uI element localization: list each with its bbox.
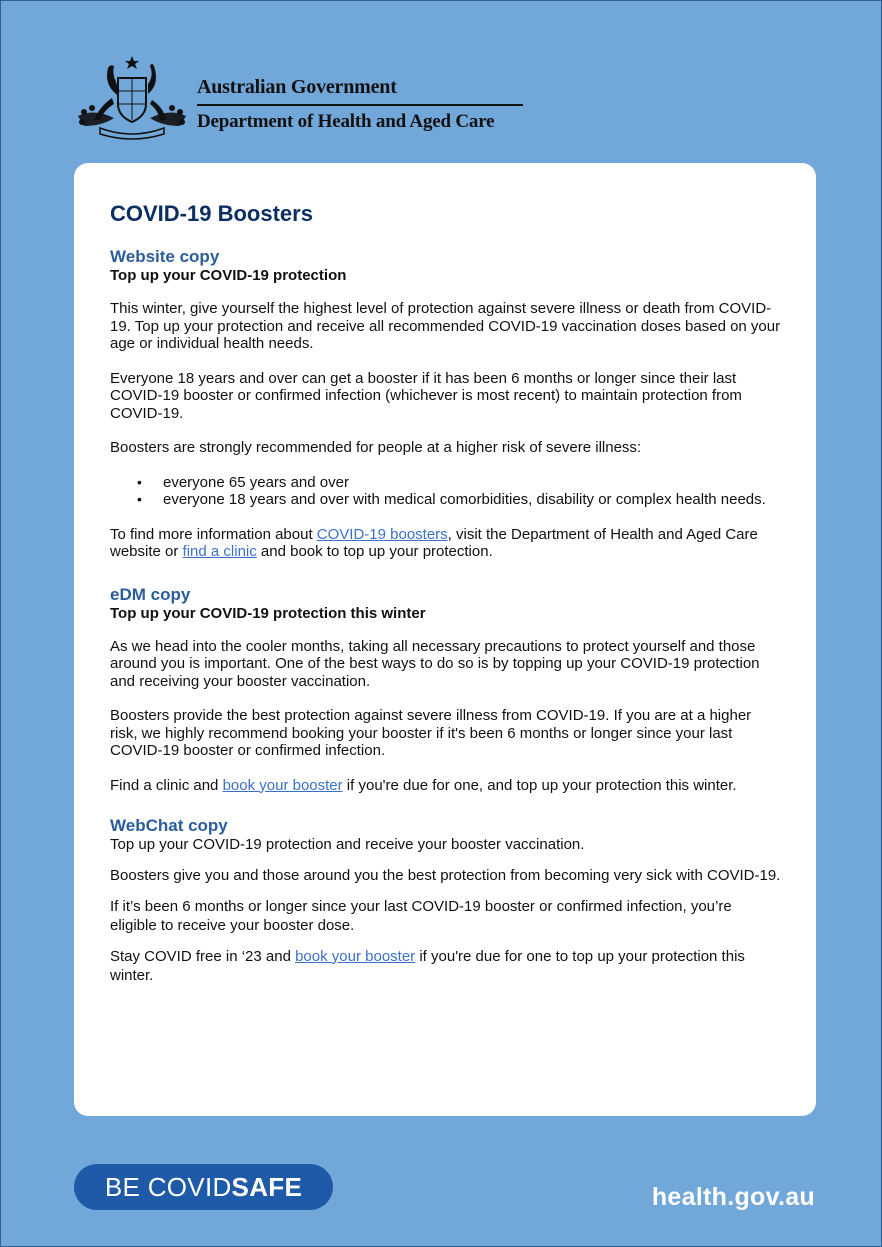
edm-paragraph-2: Boosters provide the best protection against severe illness from COVID-19. If you are at a higher risk, we highly recommend booking your booster if it's been 6 months or longer since your last COVID-19 booster or confirmed infection. <box>110 707 752 759</box>
government-name: Australian Government <box>197 76 397 98</box>
list-item: • everyone 65 years and over <box>110 474 782 492</box>
covid-boosters-link[interactable]: COVID-19 boosters <box>316 525 448 543</box>
book-your-booster-link[interactable]: book your booster <box>222 776 343 794</box>
page-title: COVID-19 Boosters <box>110 201 313 226</box>
section-heading-webchat: WebChat copy <box>110 816 228 835</box>
section-heading-website: Website copy <box>110 247 220 266</box>
website-paragraph-1: This winter, give yourself the highest level of protection against severe illness or death from COVID-19. Top up your protection and receive all recommended COVID-19 vaccination doses based on your age or individual health needs. <box>110 300 781 352</box>
be-covidsafe-badge: BE COVIDSAFE <box>74 1164 333 1210</box>
find-a-clinic-link[interactable]: find a clinic <box>182 543 257 560</box>
risk-list <box>110 474 782 509</box>
section-heading-edm: eDM copy <box>110 584 191 604</box>
coat-of-arms-icon <box>74 54 190 140</box>
webchat-paragraph-4: Stay COVID free in ‘23 and book your booster if you're due for one to top up your protection this winter. <box>110 947 745 984</box>
website-paragraph-4: To find more information about COVID-19 boosters, visit the Department of Health and Aged Care website or find a clinic and book to top up your protection. <box>110 525 758 560</box>
section-subheading-edm: Top up your COVID-19 protection this winter <box>110 604 426 622</box>
website-paragraph-3: Boosters are strongly recommended for people at a higher risk of severe illness: <box>110 439 642 456</box>
header-divider <box>197 104 523 106</box>
book-your-booster-link[interactable]: book your booster <box>295 947 416 965</box>
edm-paragraph-3: Find a clinic and book your booster if you're due for one, and top up your protection this winter. <box>110 776 737 794</box>
list-item: • everyone 18 years and over with medical comorbidities, disability or complex health needs. <box>110 491 782 509</box>
section-subheading-website: Top up your COVID-19 protection <box>110 267 347 284</box>
website-paragraph-2: Everyone 18 years and over can get a booster if it has been 6 months or longer since their last COVID-19 booster or confirmed infection (whichever is most recent) to maintain protection from COVID-19. <box>110 369 742 422</box>
content-body <box>110 201 782 985</box>
website-address: health.gov.au <box>651 1183 815 1211</box>
content-card <box>74 163 816 1116</box>
edm-paragraph-1: As we head into the cooler months, taking all necessary precautions to protect yourself and those around you is important. One of the best ways to do so is by topping up your COVID-19 protection and receiving your booster vaccination. <box>110 637 760 690</box>
department-name: Department of Health and Aged Care <box>197 111 495 132</box>
webchat-paragraph-1: Top up your COVID-19 protection and receive your booster vaccination. <box>110 836 585 853</box>
webchat-paragraph-2: Boosters give you and those around you the best protection from becoming very sick with COVID-19. <box>110 866 781 884</box>
webchat-paragraph-3: If it’s been 6 months or longer since your last COVID-19 booster or confirmed infection, you’re eligible to receive your booster dose. <box>110 897 732 934</box>
